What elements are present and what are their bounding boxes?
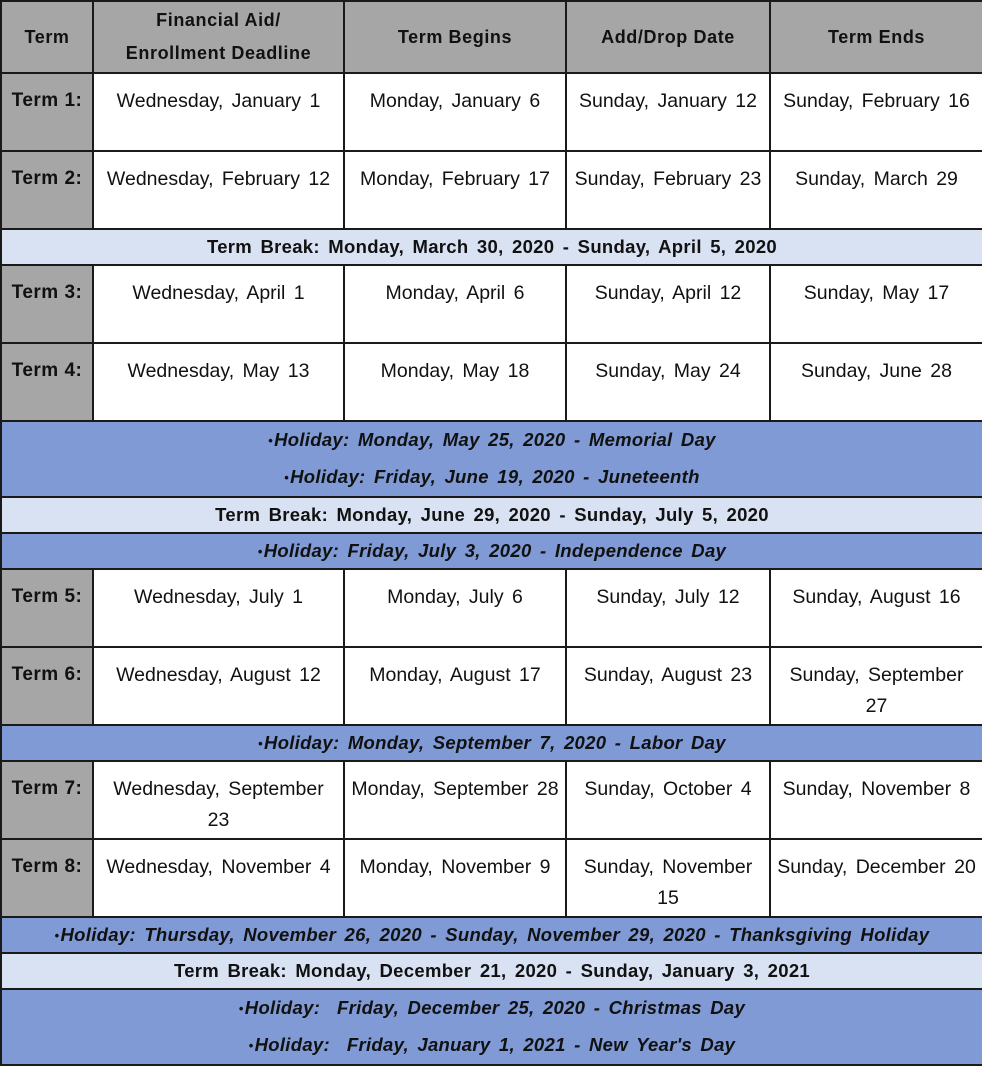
- term-begins: Monday, September 28: [344, 761, 566, 839]
- financial-aid-deadline: Wednesday, September 23: [93, 761, 344, 839]
- term-label: Term 3:: [1, 265, 93, 343]
- add-drop-date: Sunday, November 15: [566, 839, 770, 917]
- term-label: Term 7:: [1, 761, 93, 839]
- add-drop-date: Sunday, April 12: [566, 265, 770, 343]
- holiday-line: [2, 422, 982, 459]
- add-drop-date: Sunday, August 23: [566, 647, 770, 725]
- holiday-cell: [1, 725, 982, 761]
- add-drop-date: Sunday, October 4: [566, 761, 770, 839]
- financial-aid-deadline: Wednesday, February 12: [93, 151, 344, 229]
- financial-aid-deadline: Wednesday, January 1: [93, 73, 344, 151]
- term-ends: Sunday, November 8: [770, 761, 982, 839]
- header-term: Term: [1, 1, 93, 73]
- financial-aid-deadline: Wednesday, April 1: [93, 265, 344, 343]
- term-break-row: [1, 497, 982, 533]
- term-row-3: [1, 265, 982, 343]
- bullet-icon: •: [284, 470, 290, 485]
- term-row-7: [1, 761, 982, 839]
- holiday-row: [1, 917, 982, 953]
- holiday-cell: [1, 421, 982, 497]
- term-break-row: [1, 953, 982, 989]
- bullet-icon: •: [238, 1001, 244, 1016]
- term-ends: Sunday, February 16: [770, 73, 982, 151]
- term-begins: Monday, January 6: [344, 73, 566, 151]
- holiday-row: [1, 989, 982, 1065]
- bullet-icon: •: [257, 544, 263, 559]
- term-break-text: Term Break: Monday, December 21, 2020 - Sunday, January 3, 2021: [1, 953, 982, 989]
- term-row-2: [1, 151, 982, 229]
- add-drop-date: Sunday, July 12: [566, 569, 770, 647]
- holiday-row: [1, 725, 982, 761]
- term-begins: Monday, February 17: [344, 151, 566, 229]
- term-ends: Sunday, May 17: [770, 265, 982, 343]
- term-ends: Sunday, September 27: [770, 647, 982, 725]
- term-begins: Monday, April 6: [344, 265, 566, 343]
- header-row: [1, 1, 982, 73]
- header-financial-aid-deadline: [93, 1, 344, 73]
- header-add-drop-date: Add/Drop Date: [566, 1, 770, 73]
- holiday-cell: [1, 917, 982, 953]
- bullet-icon: •: [248, 1038, 254, 1053]
- holiday-line: [2, 990, 982, 1027]
- term-ends: Sunday, December 20: [770, 839, 982, 917]
- holiday-text: Holiday: Thursday, November 26, 2020 - Sunday, November 29, 2020 - Thanksgiving Holiday: [60, 924, 930, 945]
- term-row-8: [1, 839, 982, 917]
- add-drop-date: Sunday, May 24: [566, 343, 770, 421]
- holiday-text: Holiday: Friday, July 3, 2020 - Independence Day: [263, 540, 727, 561]
- header-financial-aid-line1: Financial Aid/: [156, 10, 281, 30]
- add-drop-date: Sunday, January 12: [566, 73, 770, 151]
- term-label: Term 8:: [1, 839, 93, 917]
- term-row-6: [1, 647, 982, 725]
- term-row-1: [1, 73, 982, 151]
- term-label: Term 1:: [1, 73, 93, 151]
- holiday-cell: [1, 533, 982, 569]
- header-term-begins: Term Begins: [344, 1, 566, 73]
- financial-aid-deadline: Wednesday, August 12: [93, 647, 344, 725]
- term-row-5: [1, 569, 982, 647]
- term-begins: Monday, August 17: [344, 647, 566, 725]
- holiday-line: [2, 459, 982, 496]
- term-break-row: [1, 229, 982, 265]
- term-ends: Sunday, June 28: [770, 343, 982, 421]
- holiday-text: Holiday: Friday, January 1, 2021 - New Year's Day: [254, 1034, 736, 1055]
- bullet-icon: •: [258, 736, 264, 751]
- add-drop-date: Sunday, February 23: [566, 151, 770, 229]
- term-label: Term 2:: [1, 151, 93, 229]
- holiday-row: [1, 533, 982, 569]
- term-ends: Sunday, March 29: [770, 151, 982, 229]
- bullet-icon: •: [268, 433, 274, 448]
- bullet-icon: •: [54, 928, 60, 943]
- financial-aid-deadline: Wednesday, May 13: [93, 343, 344, 421]
- financial-aid-deadline: Wednesday, July 1: [93, 569, 344, 647]
- term-begins: Monday, July 6: [344, 569, 566, 647]
- term-row-4: [1, 343, 982, 421]
- term-label: Term 4:: [1, 343, 93, 421]
- holiday-text: Holiday: Friday, June 19, 2020 - Juneteenth: [290, 466, 700, 487]
- holiday-text: Holiday: Friday, December 25, 2020 - Christmas Day: [244, 997, 746, 1018]
- term-label: Term 5:: [1, 569, 93, 647]
- term-ends: Sunday, August 16: [770, 569, 982, 647]
- holiday-text: Holiday: Monday, September 7, 2020 - Labor Day: [264, 732, 726, 753]
- term-label: Term 6:: [1, 647, 93, 725]
- holiday-line: [2, 1027, 982, 1064]
- header-term-ends: Term Ends: [770, 1, 982, 73]
- financial-aid-deadline: Wednesday, November 4: [93, 839, 344, 917]
- header-financial-aid-line2: Enrollment Deadline: [125, 43, 312, 63]
- term-break-text: Term Break: Monday, March 30, 2020 - Sunday, April 5, 2020: [1, 229, 982, 265]
- holiday-text: Holiday: Monday, May 25, 2020 - Memorial Day: [274, 429, 716, 450]
- holiday-row: [1, 421, 982, 497]
- holiday-cell: [1, 989, 982, 1065]
- term-begins: Monday, November 9: [344, 839, 566, 917]
- term-break-text: Term Break: Monday, June 29, 2020 - Sunday, July 5, 2020: [1, 497, 982, 533]
- term-begins: Monday, May 18: [344, 343, 566, 421]
